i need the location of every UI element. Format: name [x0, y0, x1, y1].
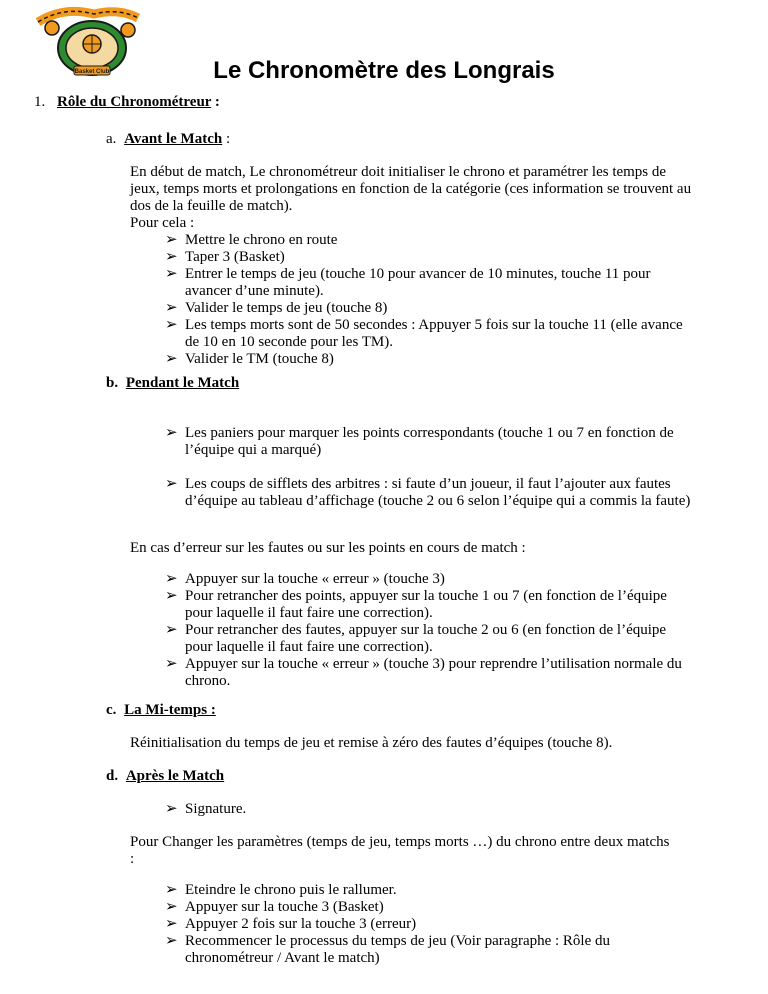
list-item-text: Signature. [185, 801, 247, 817]
arrow-bullet-icon: ➢ [165, 801, 178, 817]
mi-temps-text: Réinitialisation du temps de jeu et remise à zéro des fautes d’équipes (touche 8). [130, 735, 613, 751]
list-item-text: Les temps morts sont de 50 secondes : Appuyer 5 fois sur la touche 11 (elle avance de 10 en 10 seconde pour les TM). [185, 317, 683, 350]
page-title: Le Chronomètre des Longrais [213, 57, 555, 84]
list-item [165, 588, 695, 622]
subsection-title: Après le Match [125, 768, 225, 784]
list-item-text: Valider le TM (touche 8) [185, 351, 334, 367]
list-item [165, 232, 695, 249]
avant-bullet-list [165, 232, 695, 368]
list-item-text: Taper 3 (Basket) [185, 249, 285, 265]
subsection-title-suffix: : [222, 131, 231, 147]
pendant-bullet-list [165, 425, 695, 510]
list-item-text: Pour retrancher des points, appuyer sur la touche 1 ou 7 (en fonction de l’équipe pour laquelle il faut faire une correction). [185, 588, 667, 621]
erreur-bullet-list [165, 571, 695, 690]
section-title: Rôle du Chronométreur [57, 94, 212, 110]
list-item [165, 266, 695, 300]
list-item-text: Entrer le temps de jeu (touche 10 pour avancer de 10 minutes, touche 11 pour avancer d’une minute). [185, 266, 651, 299]
subsection-letter: b. [106, 375, 119, 391]
pour-cela: Pour cela : [130, 215, 195, 231]
arrow-bullet-icon: ➢ [165, 232, 178, 248]
arrow-bullet-icon: ➢ [165, 916, 178, 932]
list-item [165, 882, 695, 899]
arrow-bullet-icon: ➢ [165, 933, 178, 949]
subsection-title: La Mi-temps : [124, 702, 216, 718]
list-item [165, 801, 695, 818]
subsection-letter: d. [106, 768, 119, 784]
list-item [165, 317, 695, 351]
section-1-heading [34, 94, 220, 111]
list-item [165, 425, 695, 459]
list-item [165, 899, 695, 916]
section-title-suffix: : [211, 94, 220, 110]
subsection-a-heading [106, 131, 230, 148]
arrow-bullet-icon: ➢ [165, 476, 178, 492]
arrow-bullet-icon: ➢ [165, 266, 178, 282]
erreur-intro: En cas d’erreur sur les fautes ou sur les points en cours de match : [130, 540, 526, 556]
list-item-text: Les paniers pour marquer les points correspondants (touche 1 ou 7 en fonction de l’équipe qui a marqué) [185, 425, 674, 458]
subsection-b-heading [106, 375, 239, 392]
list-item-text: Appuyer sur la touche « erreur » (touche 3) pour reprendre l’utilisation normale du chrono. [185, 656, 682, 689]
list-item [165, 933, 695, 967]
subsection-title: Avant le Match [124, 131, 223, 147]
list-item [165, 622, 695, 656]
list-item-text: Recommencer le processus du temps de jeu (Voir paragraphe : Rôle du chronométreur / Avant le match) [185, 933, 611, 966]
arrow-bullet-icon: ➢ [165, 882, 178, 898]
list-item-text: Eteindre le chrono puis le rallumer. [185, 882, 397, 898]
list-item [165, 476, 695, 510]
avant-intro: En début de match, Le chronométreur doit initialiser le chrono et paramétrer les temps de jeux, temps morts et prolongations en fonction de la catégorie (ces information se trouvent au dos de la feuille de match). [130, 164, 692, 214]
arrow-bullet-icon: ➢ [165, 588, 178, 604]
arrow-bullet-icon: ➢ [165, 300, 178, 316]
list-item [165, 571, 695, 588]
list-item [165, 916, 695, 933]
list-item-text: Les coups de sifflets des arbitres : si faute d’un joueur, il faut l’ajouter aux fautes d’équipe au tableau d’affichage (touche 2 ou 6 selon l’équipe qui a commis la faute) [185, 476, 691, 509]
list-item [165, 656, 695, 690]
arrow-bullet-icon: ➢ [165, 351, 178, 367]
arrow-bullet-icon: ➢ [165, 425, 178, 441]
logo-text: Basket Club [74, 69, 110, 75]
change-intro: Pour Changer les paramètres (temps de jeu, temps morts …) du chrono entre deux matchs : [130, 834, 670, 867]
arrow-bullet-icon: ➢ [165, 571, 178, 587]
subsection-letter: c. [106, 702, 117, 718]
list-item-text: Appuyer sur la touche « erreur » (touche 3) [185, 571, 445, 587]
list-item-text: Mettre le chrono en route [185, 232, 338, 248]
list-item [165, 249, 695, 266]
subsection-c-heading [106, 702, 216, 719]
list-item-text: Appuyer sur la touche 3 (Basket) [185, 899, 384, 915]
apres-bullet-list [165, 801, 695, 818]
list-item-text: Pour retrancher des fautes, appuyer sur la touche 2 ou 6 (en fonction de l’équipe pour laquelle il faut faire une correction). [185, 622, 667, 655]
change-bullet-list [165, 882, 695, 967]
list-item [165, 351, 695, 368]
list-item-text: Valider le temps de jeu (touche 8) [185, 300, 388, 316]
subsection-letter: a. [106, 131, 117, 147]
arrow-bullet-icon: ➢ [165, 899, 178, 915]
subsection-title: Pendant le Match [125, 375, 240, 391]
list-item [165, 300, 695, 317]
subsection-d-heading [106, 768, 224, 785]
section-number: 1. [34, 94, 46, 110]
arrow-bullet-icon: ➢ [165, 249, 178, 265]
arrow-bullet-icon: ➢ [165, 656, 178, 672]
list-item-text: Appuyer 2 fois sur la touche 3 (erreur) [185, 916, 417, 932]
arrow-bullet-icon: ➢ [165, 622, 178, 638]
arrow-bullet-icon: ➢ [165, 317, 178, 333]
